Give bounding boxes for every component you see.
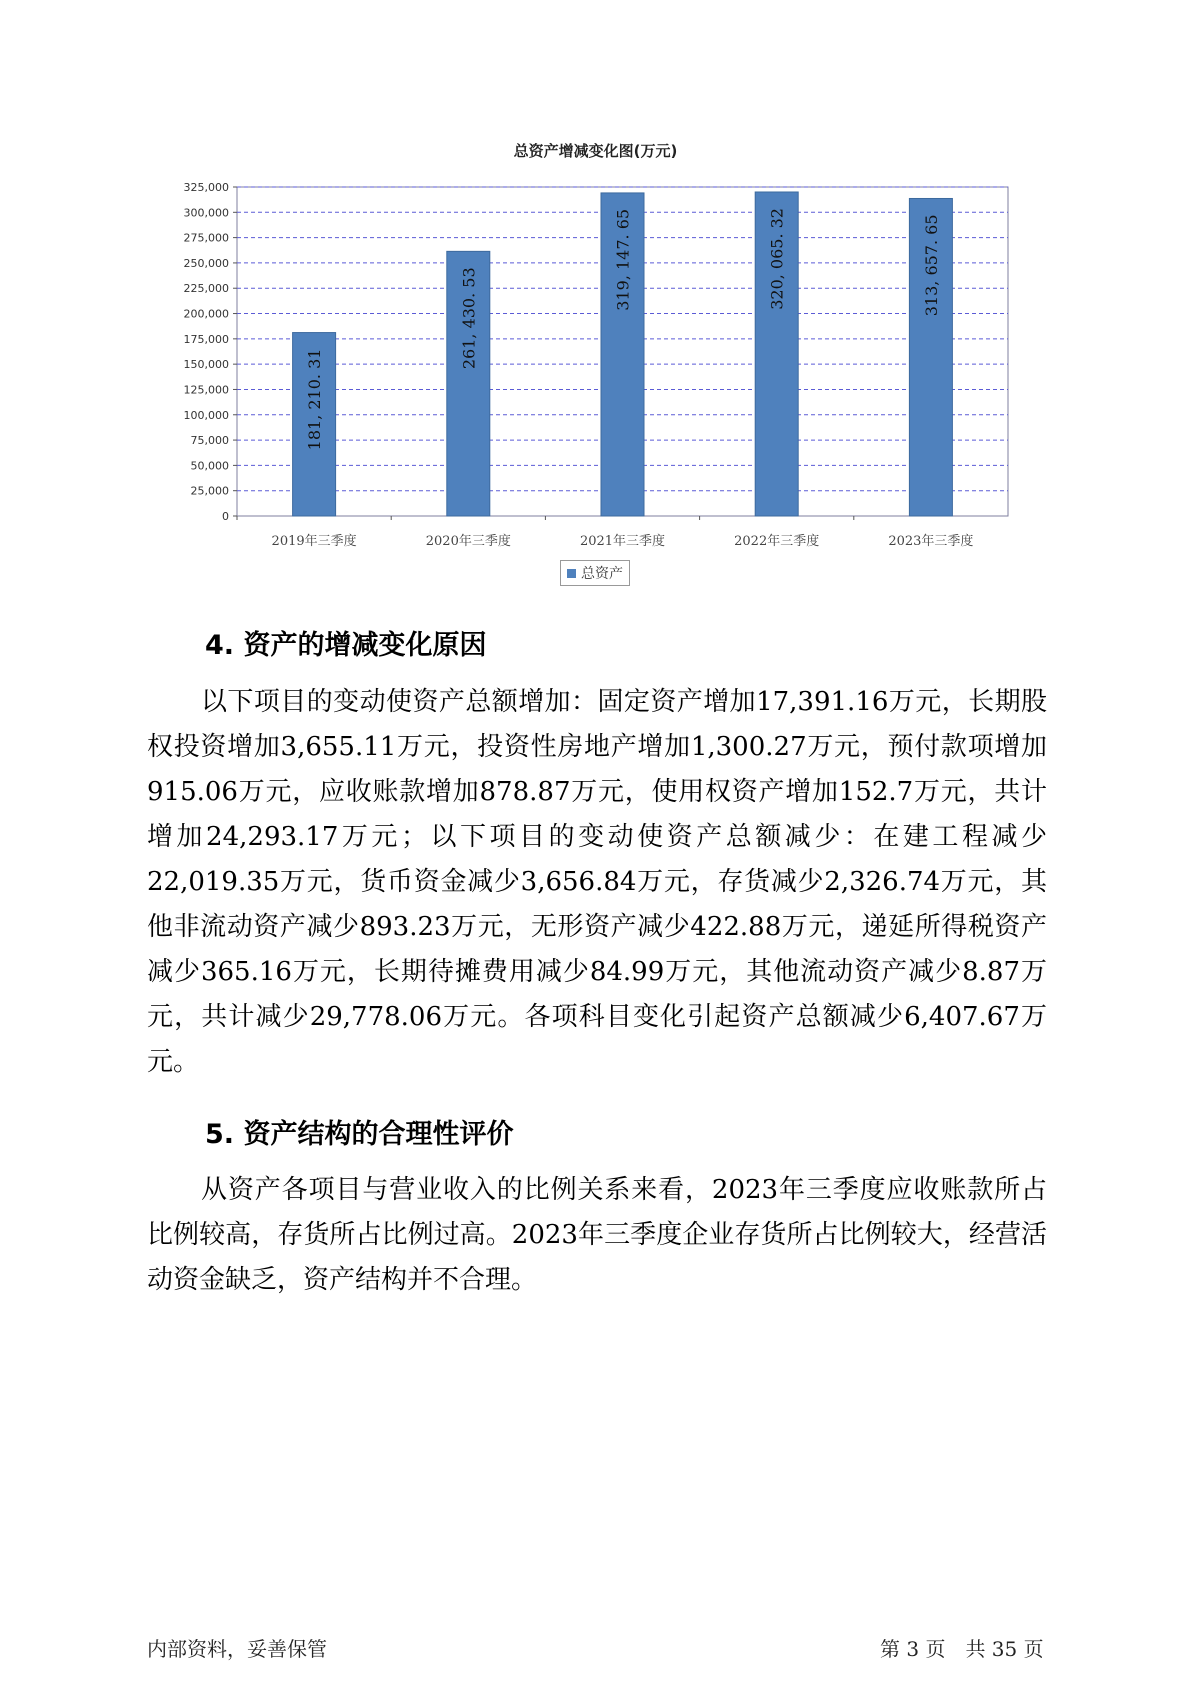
bar-value-label: 319, 147. 65	[613, 208, 633, 311]
footer-page-number: 第 3 页 共 35 页	[880, 1637, 1044, 1661]
y-tick-label: 175,000	[183, 332, 229, 346]
y-tick-label: 125,000	[183, 383, 229, 397]
footer-confidential: 内部资料，妥善保管	[147, 1637, 327, 1661]
y-tick-label: 100,000	[183, 408, 229, 422]
chart-title: 总资产增减变化图(万元)	[513, 142, 678, 160]
y-tick-label: 0	[222, 510, 229, 523]
y-tick-label: 325,000	[183, 181, 229, 194]
y-tick-label: 75,000	[190, 434, 229, 448]
y-tick-label: 300,000	[183, 206, 229, 220]
legend-label: 总资产	[581, 566, 623, 582]
y-tick-label: 50,000	[190, 459, 229, 473]
y-tick-label: 25,000	[190, 484, 229, 498]
total-assets-bar-chart	[0, 0, 1191, 560]
x-tick-label: 2020年三季度	[425, 534, 511, 549]
chart-legend	[560, 560, 630, 586]
section-5-heading: 5. 资产结构的合理性评价	[205, 1119, 514, 1150]
x-tick-label: 2022年三季度	[734, 534, 820, 549]
bar-value-label: 320, 065. 32	[767, 207, 787, 310]
y-tick-label: 150,000	[183, 358, 229, 372]
x-tick-label: 2021年三季度	[579, 534, 666, 549]
y-tick-label: 225,000	[183, 282, 229, 296]
y-tick-label: 250,000	[183, 256, 229, 270]
section-4-paragraph: 以下项目的变动使资产总额增加：固定资产增加17,391.16万元，长期股权投资增加3,655.11万元，投资性房地产增加1,300.27万元，预付款项增加915.06万元，应收账款增加878.87万元，使用权资产增加152.7万元，共计增加24,293.17万元；以下项目的变动使资产总额减少：在建工程减少22,019.35万元，货币资金减少3,656.84万元，存货减少2,326.74万元，其他非流动资产减少893.23万元，无形资产减少422.88万元，递延所得税资产减少365.16万元，长期待摊费用减少84.99万元，其他流动资产减少8.87万元，共计减少29,778.06万元。各项科目变化引起资产总额减少6,407.67万元。	[147, 687, 1047, 1077]
section-4-heading: 4. 资产的增减变化原因	[205, 630, 487, 661]
legend-swatch	[567, 569, 576, 578]
y-tick-label: 200,000	[183, 307, 229, 321]
y-tick-label: 275,000	[183, 231, 229, 245]
x-tick-label: 2023年三季度	[888, 534, 974, 549]
bar-value-label: 261, 430. 53	[459, 267, 479, 370]
bar-value-label: 181, 210. 31	[305, 348, 325, 451]
x-tick-label: 2019年三季度	[271, 534, 357, 549]
bar-value-label: 313, 657. 65	[921, 214, 941, 317]
section-5-paragraph: 从资产各项目与营业收入的比例关系来看，2023年三季度应收账款所占比例较高，存货所占比例过高。2023年三季度企业存货所占比例较大，经营活动资金缺乏，资产结构并不合理。	[147, 1175, 1047, 1295]
